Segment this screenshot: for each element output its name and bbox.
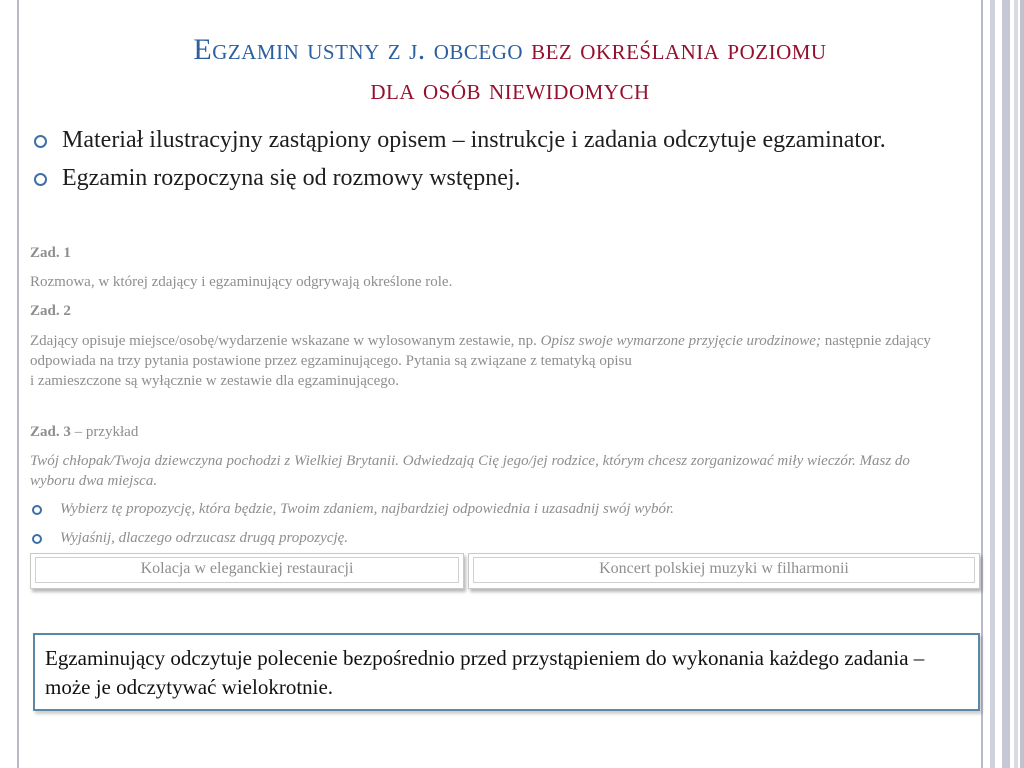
task-3-label: Zad. 3 [30, 424, 71, 440]
slide-title [40, 30, 980, 110]
task-2-text-b: następnie zdający odpowiada na trzy pytania postawione przez egzaminującego. Pytania są związane z tematyką opisu [30, 333, 931, 369]
task-3-sub-bullet [30, 528, 980, 548]
task-2-text-c: i zamieszczone są wyłącznie w zestawie dla egzaminującego. [30, 373, 399, 389]
bullet-ring-icon [32, 534, 42, 544]
bullet-ring-icon [34, 173, 47, 186]
frame-right-line [981, 0, 983, 768]
bullet-text: Egzamin rozpoczyna się od rozmowy wstępnej. [62, 165, 521, 191]
decorative-stripe [990, 0, 995, 768]
task-2-heading [30, 301, 950, 321]
option-box-concert [468, 553, 980, 589]
bullet-ring-icon [32, 505, 42, 515]
task-2-text-italic: Opisz swoje wymarzone przyjęcie urodzinowe; [540, 333, 821, 349]
decorative-stripe [1014, 0, 1018, 768]
frame-left-line [17, 0, 19, 768]
main-bullet-list [30, 124, 950, 200]
task-3-heading [30, 422, 950, 442]
task-1-label: Zad. 1 [30, 245, 71, 261]
examiner-note-box [33, 633, 980, 711]
task-3-scenario: Twój chłopak/Twoja dziewczyna pochodzi z Wielkiej Brytanii. Odwiedzają Cię jego/jej rodzice, którym chcesz zorganizować miły wieczór. Masz do wyboru dwa miejsca. [30, 453, 910, 489]
title-line-2: dla osób niewidomych [370, 73, 650, 106]
task-2-text-a: Zdający opisuje miejsce/osobę/wydarzenie wskazane w wylosowanym zestawie, np. [30, 333, 541, 349]
examiner-note-text: Egzaminujący odczytuje polecenie bezpośrednio przed przystąpieniem do wykonania każdego zadania – może je odczytywać wielokrotnie. [45, 646, 925, 699]
task-1-text: Rozmowa, w której zdający i egzaminujący odgrywają określone role. [30, 274, 453, 290]
bullet-item [30, 124, 950, 156]
task-2-label: Zad. 2 [30, 303, 71, 319]
title-line-1 [40, 30, 980, 70]
decorative-stripe [1020, 0, 1024, 768]
option-box-restaurant [30, 553, 464, 589]
bullet-text: Materiał ilustracyjny zastąpiony opisem – instrukcje i zadania odczytuje egzaminator. [62, 127, 886, 153]
sub-bullet-text: Wybierz tę propozycję, która będzie, Twoim zdaniem, najbardziej odpowiednia i uzasadnij swój wybór. [60, 501, 674, 517]
task-2-text [30, 331, 960, 391]
option-label: Kolacja w eleganckiej restauracji [35, 557, 459, 583]
task-3-suffix: – przykład [70, 424, 139, 440]
task-3-sub-bullet [30, 499, 980, 519]
decorative-stripe [1002, 0, 1010, 768]
bullet-ring-icon [34, 135, 47, 148]
sub-bullet-text: Wyjaśnij, dlaczego odrzucasz drugą propozycję. [60, 530, 349, 546]
task-1-heading [30, 243, 950, 263]
title-part-blue: Egzamin ustny z j. obcego [193, 33, 524, 66]
bullet-item [30, 162, 950, 194]
option-label: Koncert polskiej muzyki w filharmonii [473, 557, 975, 583]
title-part-red: bez określania poziomu [523, 33, 827, 66]
